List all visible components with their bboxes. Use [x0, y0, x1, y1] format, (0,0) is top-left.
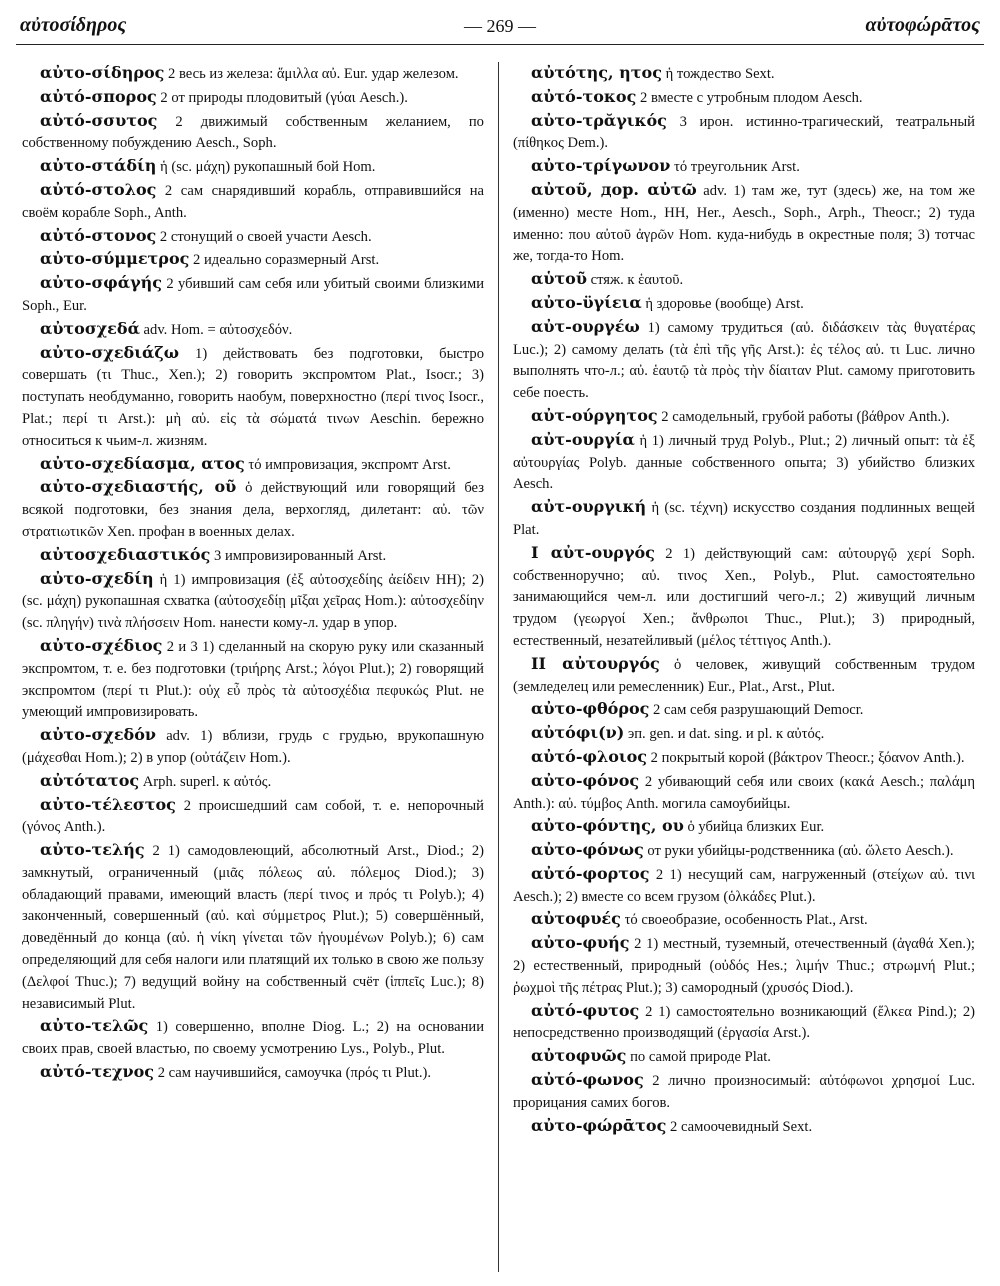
entry-definition: 1) действовать без подготовки, быстро совершать (τι Thuc., Xen.); 2) говорить экспромтом Plat., Isocr.; 3) поступать необдуманно, говорить наобум, поверхностно (περί τινος Isocr., Plat.; περί τι Arst.): μὴ αὐ. εἰς τὰ σώματά τινων Aeschin. бережно относиться к чьим-л. жизням.: [22, 345, 484, 449]
dictionary-entry: [22, 544, 484, 568]
entry-definition: 2 1) местный, туземный, отечественный (ἀγαθά Xen.); 2) естественный, природный (οὐδός Hes.; λιμήν Thuc.; στρωμνή Plut.; ῥωχμοὶ τῆς πέτρας Plut.); 3) самородный (χρυσός Diod.).: [513, 936, 975, 996]
entry-headword: αὐτό-φυτος: [531, 1000, 640, 1020]
dictionary-entry: [513, 1115, 975, 1139]
dictionary-entry: [22, 453, 484, 477]
entry-headword: αὐτό-στολος: [40, 179, 157, 199]
dictionary-entry: [513, 839, 975, 863]
entry-headword: αὐτο-σίδηρος: [40, 63, 165, 82]
dictionary-entry: [513, 429, 975, 496]
entry-definition: эп. gen. и dat. sing. и pl. к αὐτός.: [627, 726, 825, 743]
entry-definition: ἡ (sc. τέχνη) искусство создания подлинных вещей Plat.: [513, 500, 975, 538]
entry-definition: 2 убивающий себя или своих (κακά Aesch.; παλάμη Anth.): αὐ. τύμβος Anth. могила самоубийцы.: [513, 773, 975, 812]
entry-headword: αὐτο-σύμμετρος: [40, 249, 190, 269]
dictionary-entry: [22, 1061, 484, 1085]
entry-definition: 1) самому трудиться (αὐ. διδάσκειν τὰς θυγατέρας Luc.); 2) самому делать (τὰ ἐπὶ τῆς γῆς Arst.): ἐς τέλος αὐ. τι Luc. лично выполнять что-л.; αὐ. ἑαυτῷ τὰ πρὸς τὴν δίαιταν Plut. самому приготовить себе поесть.: [513, 319, 975, 402]
entry-headword: αὐτό-σσυτος: [40, 110, 158, 130]
entry-definition: 2 стонущий о своей участи Aesch.: [159, 228, 372, 245]
entry-definition: 2 идеально соразмерный Arst.: [193, 252, 380, 269]
dictionary-entry: [22, 225, 484, 249]
dictionary-entry: [22, 179, 484, 225]
dictionary-entry: [513, 653, 975, 699]
dictionary-entry: [513, 268, 975, 292]
page-number: — 269 —: [464, 16, 536, 36]
dictionary-entry: [513, 746, 975, 770]
entry-headword: αὐτο-σχεδίη: [40, 568, 154, 588]
entry-headword: αὐτ-ουργία: [531, 429, 635, 449]
right-column: [513, 62, 975, 1138]
entry-definition: ἡ 1) личный труд Polyb., Plut.; 2) личный опыт: τὰ ἐξ αὐτουργίας Polyb. данные собственного опыта; 3) убийство близких Aesch.: [513, 432, 975, 493]
entry-headword: αὐτ-ουργική: [531, 497, 647, 517]
entry-definition: 2 1) самостоятельно возникающий (ἕλκεα Pind.); 2) непосредственно производящий (ἐργασία Arst.).: [513, 1003, 975, 1042]
dictionary-entry: [513, 496, 975, 542]
entry-definition: 2 1) самодовлеющий, абсолютный Arst., Diod.; 2) замкнутый, ограниченный (μιᾶς πόλεως αὐ. πόλεμος Diod.); 3) обладающий правами, имеющий власть (περί τινος и πρός τι Polyb.); 4) законченный, совершенный (αὐ. καὶ σύμμετρος Plut.); 5) совершённый, доведённый до конца (αὐ. ἡ νίκη γίνεται τῶν ἡγουμένων Polyb.); 6) сам определяющий для себя налоги или платящий их только в свою же пользу (Δελφοί Thuc.); 7) ведущий войну на собственный счёт (ἱππεῖς Luc.); 8) независимый Plut.: [22, 843, 485, 1012]
dictionary-entry: [513, 155, 975, 179]
dictionary-entry: [513, 1069, 975, 1115]
entry-definition: 1) совершенно, вполне Diog. L.; 2) на основании своих прав, своей властью, по своему усмотрению Lys., Polyb., Plut.: [22, 1019, 485, 1058]
entry-definition: от руки убийцы-родственника (αὐ. ὤλετο Aesch.).: [647, 843, 954, 860]
entry-definition: стяж. к ἑαυτοῦ.: [590, 272, 684, 289]
entry-headword: αὐτοσχεδά: [40, 318, 140, 338]
entry-headword: αὐτο-σχέδιος: [40, 635, 163, 655]
entry-headword: αὐτο-φόντης, ου: [531, 816, 684, 836]
entry-definition: 2 сам себя разрушающий Democr.: [653, 702, 864, 719]
dictionary-entry: [513, 1045, 975, 1069]
entry-headword: αὐτότατος: [40, 770, 140, 790]
dictionary-entry: [513, 770, 975, 816]
dictionary-entry: [513, 110, 975, 156]
entry-headword: αὐτο-τρίγωνον: [531, 156, 671, 176]
entry-headword: I αὐτ-ουργός: [531, 542, 655, 562]
entry-headword: αὐτό-φλοιος: [531, 746, 648, 766]
dictionary-entry: [513, 863, 975, 909]
entry-definition: adv. 1) там же, тут (здесь) же, на том же (именно) месте Hom., HH, Her., Aesch., Soph., Arph., Theocr.; 2) туда именно: που αὐτοῦ ἀγρῶν Hom. куда-нибудь в окрестные поля; 3) тотчас же, тогда-то Hom.: [513, 182, 976, 265]
entry-headword: αὐτο-φθόρος: [531, 699, 650, 719]
dictionary-entry: [513, 722, 975, 746]
page-header: [16, 12, 984, 45]
entry-headword: αὐτο-τρᾰγικός: [531, 110, 667, 130]
entry-definition: ἡ тождество Sext.: [665, 66, 775, 82]
entry-definition: τό своеобразие, особенность Plat., Arst.: [624, 912, 868, 929]
running-head-right: αὐτοφώρᾱτος: [865, 14, 980, 36]
dictionary-entry: [513, 62, 975, 86]
entry-headword: αὐτο-σχεδόν: [40, 725, 156, 745]
entry-headword: αὐτό-τοκος: [531, 86, 637, 106]
dictionary-entry: [513, 542, 975, 653]
entry-headword: αὐτό-σπορος: [40, 86, 157, 106]
dictionary-entry: [513, 179, 975, 268]
entry-definition: 2 убивший сам себя или убитый своими близкими Soph., Eur.: [22, 276, 485, 314]
entry-definition: ἡ (sc. μάχη) рукопашный бой Hom.: [160, 159, 376, 176]
entry-headword: αὐτό-φορτος: [531, 863, 650, 883]
dictionary-entry: [22, 724, 484, 770]
dictionary-entry: [22, 476, 484, 543]
entry-definition: по самой природе Plat.: [630, 1049, 771, 1066]
dictionary-entry: [22, 86, 484, 110]
left-column: [22, 62, 484, 1085]
entry-definition: τό импровизация, экспромт Arst.: [248, 456, 451, 473]
dictionary-entry: [513, 932, 975, 999]
entry-headword: II αὐτουργός: [531, 653, 660, 673]
entry-definition: 2 лично произносимый: αὐτόφωνοι χρησμοί Luc. прорицания самих богов.: [513, 1073, 975, 1111]
entry-definition: 2 1) действующий сам: αὐτουργῷ χερί Soph. собственноручно; αὐ. τινος Xen., Polyb., Plut. самостоятельно занимающийся чем-л. или достигший чего-л.; 2) живущий личным трудом (γεωργοί Xen.; ἄνθρωποι Thuc., Plut.); 3) природный, естественный, незатейливый (μέλος τέττιγος Anth.).: [513, 545, 975, 649]
entry-definition: ὁ действующий или говорящий без всякой подготовки, без знания дела, верхогляд, дилетант: αὐ. τῶν στρατιωτικῶν Xen. профан в военных делах.: [22, 480, 484, 540]
dictionary-entry: [513, 1000, 975, 1046]
entry-definition: ὁ убийца близких Eur.: [687, 819, 825, 836]
entry-definition: 2 от природы плодовитый (γύαι Aesch.).: [160, 89, 408, 106]
entry-headword: αὐτο-φόνος: [531, 770, 640, 790]
entry-headword: αὐτο-σχεδιαστής, οῦ: [40, 477, 237, 497]
entry-headword: αὐτοφυές: [531, 909, 621, 929]
entry-headword: αὐτοφυῶς: [531, 1046, 627, 1066]
entry-headword: αὐτο-τελής: [40, 840, 145, 860]
entry-definition: 2 самоочевидный Sext.: [670, 1118, 813, 1135]
entry-headword: αὐτό-στονος: [40, 225, 157, 245]
entry-headword: αὐτο-φόνως: [531, 840, 644, 860]
dictionary-entry: [513, 698, 975, 722]
dictionary-entry: [513, 405, 975, 429]
entry-definition: 2 движимый собственным желанием, по собственному побуждению Aesch., Soph.: [22, 113, 484, 152]
entry-definition: τό треугольник Arst.: [673, 159, 800, 176]
entry-headword: αὐτο-φώρᾱτος: [531, 1115, 667, 1135]
entry-definition: 2 сам снарядивший корабль, отправившийся на своём корабле Soph., Anth.: [22, 182, 484, 221]
entry-headword: αὐτο-σχεδίασμα, ατος: [40, 453, 245, 473]
entry-headword: αὐτότης, ητος: [531, 63, 662, 82]
entry-definition: ὁ человек, живущий собственным трудом (земледелец или ремесленник) Eur., Plat., Arst., Plut.: [513, 656, 976, 695]
entry-headword: αὐτο-σχεδιάζω: [40, 342, 179, 362]
dictionary-entry: [22, 318, 484, 342]
entry-definition: 2 самодельный, грубой работы (βάθρον Anth.).: [661, 408, 950, 425]
entry-headword: αὐτο-τέλεστος: [40, 794, 176, 814]
entry-headword: αὐτοσχεδιαστικός: [40, 544, 211, 564]
entry-definition: 2 покрытый корой (βάκτρον Theocr.; ξόανον Anth.).: [650, 749, 965, 766]
entry-definition: adv. Hom. = αὐτοσχεδόν.: [143, 321, 293, 338]
entry-headword: αὐτο-στάδίη: [40, 156, 157, 176]
dictionary-entry: [22, 110, 484, 156]
entry-definition: ἡ здоровье (вообще) Arst.: [645, 295, 804, 312]
entry-headword: αὑτοῦ: [531, 269, 587, 289]
dictionary-entry: [513, 908, 975, 932]
dictionary-entry: [22, 62, 484, 86]
dictionary-entry: [22, 839, 484, 1015]
entry-headword: αὐτόφι(ν): [531, 723, 625, 743]
entry-headword: αὐτό-φωνος: [531, 1070, 644, 1090]
entry-headword: αὐτοῦ, дор. αὐτῶ: [531, 179, 697, 199]
entry-headword: αὐτ-ουργέω: [531, 316, 640, 336]
dictionary-entry: [22, 568, 484, 635]
entry-definition: Arph. superl. к αὐτός.: [142, 773, 272, 790]
entry-definition: 2 и 3 1) сделанный на скорую руку или сказанный экспромтом, т. е. без подготовки (τριήρης Arst.; λόγοι Plut.); 2) говорящий экспромтом (περί τι Plut.): οὐχ εὖ πρὸς τὰ αὐτοσχέδια πεφυκώς Plut. не умеющий импровизировать.: [22, 638, 484, 721]
entry-definition: adv. 1) вблизи, грудь с грудью, врукопашную (μάχεσθαι Hom.); 2) в упор (οὐτάζειν Hom.).: [22, 728, 484, 766]
running-head-left: αὐτοσίδηρος: [20, 14, 127, 36]
entry-definition: 2 весь из железа: ἅμιλλα αὐ. Eur. удар железом.: [168, 66, 459, 82]
entry-definition: 2 сам научившийся, самоучка (πρός τι Plut.).: [157, 1065, 431, 1082]
entry-definition: 3 импровизированный Arst.: [214, 547, 387, 564]
dictionary-entry: [513, 86, 975, 110]
dictionary-entry: [513, 292, 975, 316]
dictionary-entry: [22, 342, 484, 453]
entry-definition: 3 ирон. истинно-трагический, театральный (πίθηκος Dem.).: [513, 113, 975, 152]
dictionary-entry: [22, 272, 484, 318]
entry-headword: αὐτο-σφάγής: [40, 273, 163, 293]
column-divider: [498, 62, 499, 1272]
dictionary-entry: [22, 155, 484, 179]
entry-definition: 2 1) несущий сам, нагруженный (στείχων αὐ. τινι Aesch.); 2) вместе со всем грузом (ὁλκάδες Plut.).: [513, 866, 975, 905]
dictionary-entry: [22, 248, 484, 272]
entry-definition: 2 происшедший сам собой, т. е. непорочный (γόνος Anth.).: [22, 797, 484, 836]
dictionary-entry: [22, 794, 484, 840]
entry-definition: ἡ 1) импровизация (ἐξ αὐτοσχεδίης ἀείδειν HH); 2) (sc. μάχη) рукопашная схватка (αὐτοσχεδίῃ μῖξαι χεῖρας Hom.): αὐτοσχεδίην (sc. πληγήν) τινὰ πλήσσειν Hom. нанести кому-л. удар в упор.: [22, 571, 484, 632]
dictionary-entry: [513, 316, 975, 405]
dictionary-entry: [22, 1015, 484, 1061]
dictionary-entry: [513, 815, 975, 839]
entry-headword: αὐτο-ϋγίεια: [531, 292, 642, 312]
dictionary-entry: [22, 635, 484, 724]
entry-definition: 2 вместе с утробным плодом Aesch.: [640, 89, 863, 106]
dictionary-entry: [22, 770, 484, 794]
entry-headword: αὐτο-τελῶς: [40, 1016, 149, 1036]
entry-headword: αὐτο-φυής: [531, 933, 630, 953]
entry-headword: αὐτ-ούργητος: [531, 405, 658, 425]
entry-headword: αὐτό-τεχνος: [40, 1062, 155, 1082]
